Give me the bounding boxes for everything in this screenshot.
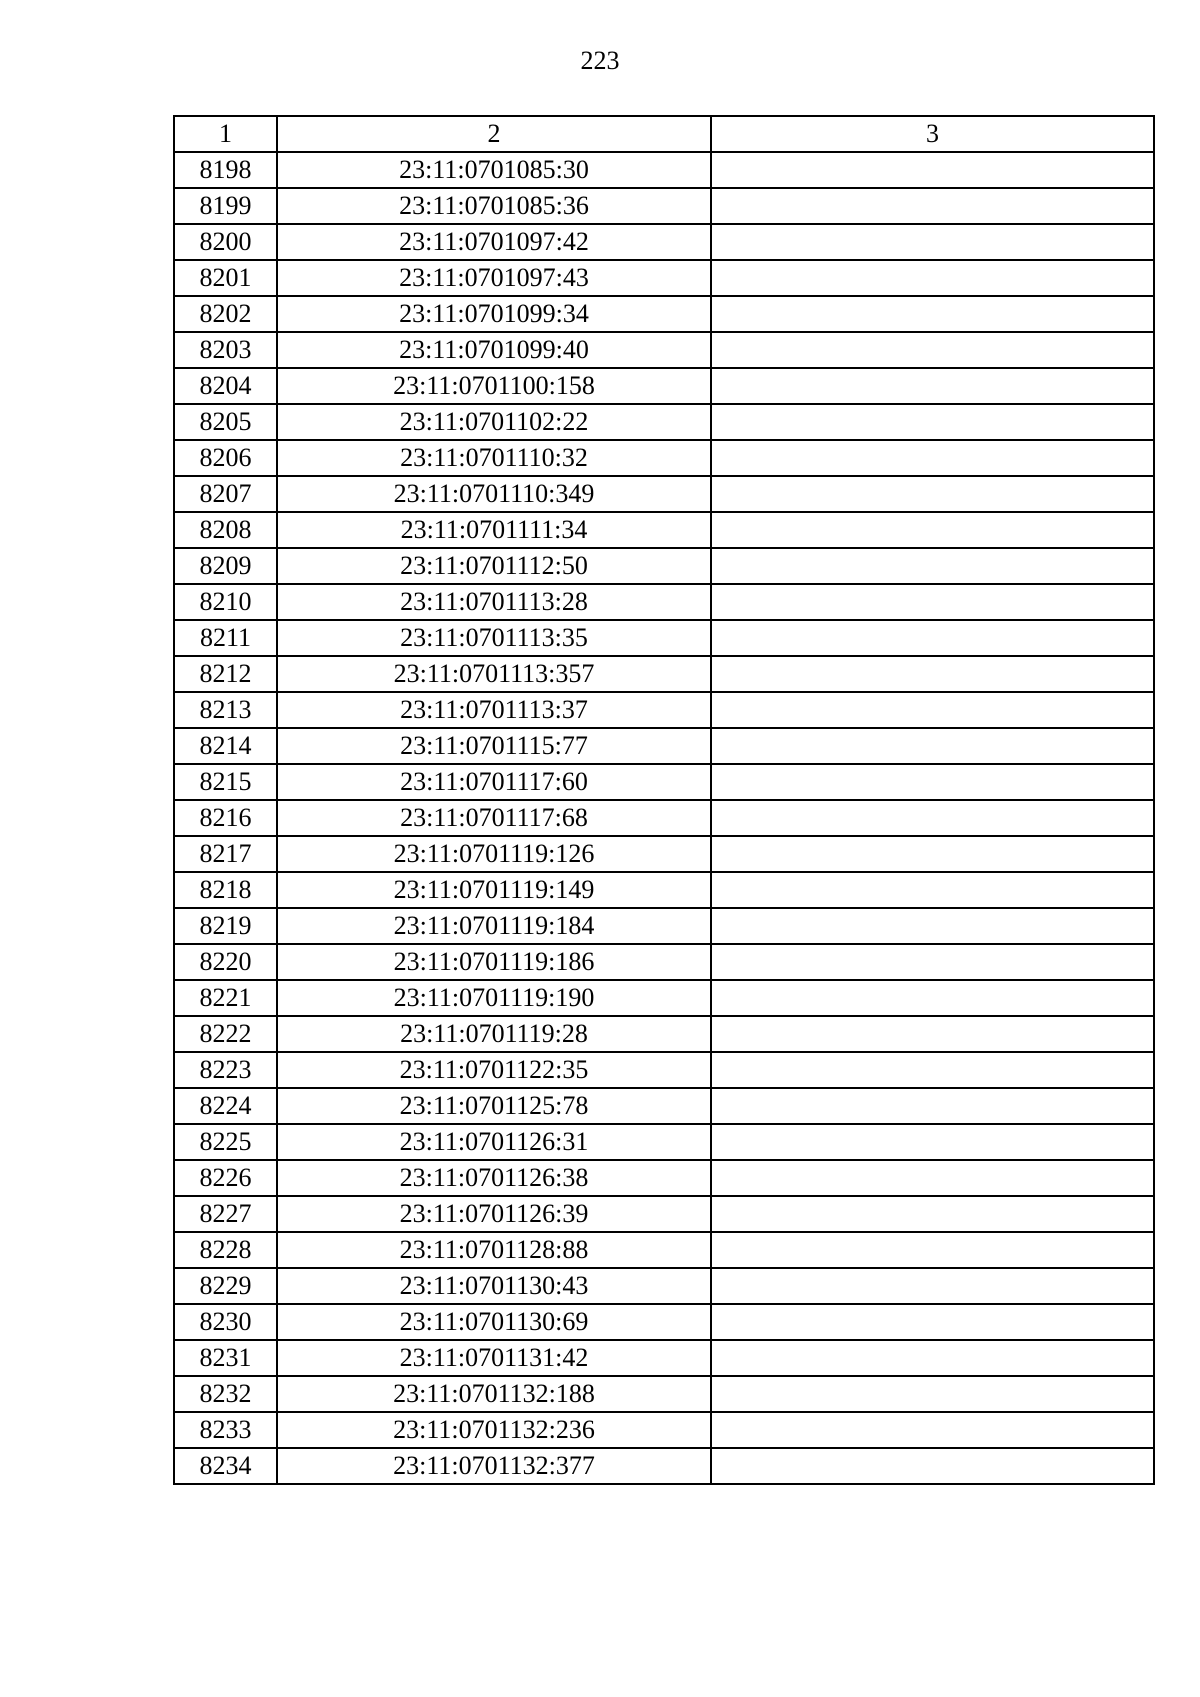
note-cell (711, 260, 1154, 296)
cadastral-number-cell: 23:11:0701113:35 (277, 620, 711, 656)
note-cell (711, 332, 1154, 368)
cadastral-number-cell: 23:11:0701128:88 (277, 1232, 711, 1268)
row-number-cell: 8223 (174, 1052, 277, 1088)
cadastral-number-cell: 23:11:0701122:35 (277, 1052, 711, 1088)
note-cell (711, 512, 1154, 548)
note-cell (711, 152, 1154, 188)
row-number-cell: 8212 (174, 656, 277, 692)
cadastral-number-cell: 23:11:0701099:34 (277, 296, 711, 332)
cadastral-number-cell: 23:11:0701132:188 (277, 1376, 711, 1412)
row-number-cell: 8226 (174, 1160, 277, 1196)
cadastral-number-cell: 23:11:0701119:186 (277, 944, 711, 980)
note-cell (711, 224, 1154, 260)
row-number-cell: 8231 (174, 1340, 277, 1376)
row-number-cell: 8229 (174, 1268, 277, 1304)
row-number-cell: 8198 (174, 152, 277, 188)
cadastral-number-cell: 23:11:0701085:36 (277, 188, 711, 224)
cadastral-number-cell: 23:11:0701115:77 (277, 728, 711, 764)
table-row (174, 1232, 1154, 1268)
table-row (174, 1160, 1154, 1196)
header-row (174, 116, 1154, 152)
row-number-cell: 8211 (174, 620, 277, 656)
table-header (174, 116, 1154, 152)
row-number-cell: 8208 (174, 512, 277, 548)
table-row (174, 1412, 1154, 1448)
row-number-cell: 8215 (174, 764, 277, 800)
table-row (174, 872, 1154, 908)
row-number-cell: 8227 (174, 1196, 277, 1232)
column-header-1: 1 (174, 116, 277, 152)
table-row (174, 224, 1154, 260)
note-cell (711, 728, 1154, 764)
cadastral-number-cell: 23:11:0701132:236 (277, 1412, 711, 1448)
note-cell (711, 872, 1154, 908)
table-row (174, 1088, 1154, 1124)
row-number-cell: 8219 (174, 908, 277, 944)
note-cell (711, 296, 1154, 332)
cadastral-number-cell: 23:11:0701110:349 (277, 476, 711, 512)
row-number-cell: 8222 (174, 1016, 277, 1052)
table-row (174, 440, 1154, 476)
table-row (174, 1448, 1154, 1484)
note-cell (711, 476, 1154, 512)
note-cell (711, 656, 1154, 692)
row-number-cell: 8218 (174, 872, 277, 908)
row-number-cell: 8224 (174, 1088, 277, 1124)
table-row (174, 296, 1154, 332)
row-number-cell: 8206 (174, 440, 277, 476)
page-number: 223 (580, 46, 620, 75)
row-number-cell: 8203 (174, 332, 277, 368)
cadastral-number-cell: 23:11:0701119:126 (277, 836, 711, 872)
row-number-cell: 8209 (174, 548, 277, 584)
table-row (174, 152, 1154, 188)
table-row (174, 980, 1154, 1016)
table-row (174, 476, 1154, 512)
row-number-cell: 8228 (174, 1232, 277, 1268)
table-row (174, 1124, 1154, 1160)
table-row (174, 1340, 1154, 1376)
row-number-cell: 8216 (174, 800, 277, 836)
cadastral-number-cell: 23:11:0701097:43 (277, 260, 711, 296)
note-cell (711, 1232, 1154, 1268)
row-number-cell: 8214 (174, 728, 277, 764)
row-number-cell: 8221 (174, 980, 277, 1016)
note-cell (711, 1088, 1154, 1124)
note-cell (711, 944, 1154, 980)
table-body (174, 152, 1154, 1484)
cadastral-number-cell: 23:11:0701113:28 (277, 584, 711, 620)
row-number-cell: 8201 (174, 260, 277, 296)
cadastral-number-cell: 23:11:0701110:32 (277, 440, 711, 476)
note-cell (711, 404, 1154, 440)
note-cell (711, 908, 1154, 944)
row-number-cell: 8217 (174, 836, 277, 872)
cadastral-number-cell: 23:11:0701100:158 (277, 368, 711, 404)
note-cell (711, 1268, 1154, 1304)
cadastral-number-cell: 23:11:0701111:34 (277, 512, 711, 548)
column-header-2: 2 (277, 116, 711, 152)
table-row (174, 944, 1154, 980)
cadastral-number-cell: 23:11:0701126:39 (277, 1196, 711, 1232)
row-number-cell: 8207 (174, 476, 277, 512)
cadastral-number-cell: 23:11:0701119:28 (277, 1016, 711, 1052)
column-header-3: 3 (711, 116, 1154, 152)
row-number-cell: 8205 (174, 404, 277, 440)
row-number-cell: 8220 (174, 944, 277, 980)
cadastral-number-cell: 23:11:0701113:37 (277, 692, 711, 728)
table-row (174, 908, 1154, 944)
table-row (174, 404, 1154, 440)
cadastral-number-cell: 23:11:0701102:22 (277, 404, 711, 440)
table-row (174, 656, 1154, 692)
cadastral-number-cell: 23:11:0701117:60 (277, 764, 711, 800)
cadastral-number-cell: 23:11:0701119:149 (277, 872, 711, 908)
note-cell (711, 1160, 1154, 1196)
cadastral-number-cell: 23:11:0701119:184 (277, 908, 711, 944)
note-cell (711, 800, 1154, 836)
table-row (174, 800, 1154, 836)
note-cell (711, 1196, 1154, 1232)
note-cell (711, 1376, 1154, 1412)
cadastral-number-cell: 23:11:0701131:42 (277, 1340, 711, 1376)
table-row (174, 188, 1154, 224)
note-cell (711, 1412, 1154, 1448)
cadastral-number-cell: 23:11:0701112:50 (277, 548, 711, 584)
table-row (174, 692, 1154, 728)
cadastral-number-cell: 23:11:0701113:357 (277, 656, 711, 692)
row-number-cell: 8210 (174, 584, 277, 620)
table-row (174, 728, 1154, 764)
table-row (174, 620, 1154, 656)
cadastral-number-cell: 23:11:0701117:68 (277, 800, 711, 836)
table-row (174, 260, 1154, 296)
cadastral-number-cell: 23:11:0701130:69 (277, 1304, 711, 1340)
table-row (174, 1304, 1154, 1340)
note-cell (711, 692, 1154, 728)
row-number-cell: 8202 (174, 296, 277, 332)
note-cell (711, 1052, 1154, 1088)
note-cell (711, 620, 1154, 656)
note-cell (711, 980, 1154, 1016)
table-row (174, 584, 1154, 620)
cadastral-number-cell: 23:11:0701099:40 (277, 332, 711, 368)
note-cell (711, 1016, 1154, 1052)
table-row (174, 512, 1154, 548)
note-cell (711, 1304, 1154, 1340)
table-row (174, 1376, 1154, 1412)
table-row (174, 836, 1154, 872)
table-row (174, 1016, 1154, 1052)
cadastral-number-cell: 23:11:0701130:43 (277, 1268, 711, 1304)
registry-table (173, 115, 1155, 1485)
row-number-cell: 8225 (174, 1124, 277, 1160)
cadastral-number-cell: 23:11:0701126:31 (277, 1124, 711, 1160)
row-number-cell: 8204 (174, 368, 277, 404)
cadastral-number-cell: 23:11:0701119:190 (277, 980, 711, 1016)
note-cell (711, 836, 1154, 872)
note-cell (711, 1124, 1154, 1160)
row-number-cell: 8234 (174, 1448, 277, 1484)
table-row (174, 764, 1154, 800)
table-row (174, 1052, 1154, 1088)
cadastral-number-cell: 23:11:0701132:377 (277, 1448, 711, 1484)
cadastral-number-cell: 23:11:0701085:30 (277, 152, 711, 188)
note-cell (711, 548, 1154, 584)
row-number-cell: 8200 (174, 224, 277, 260)
table-row (174, 1268, 1154, 1304)
cadastral-number-cell: 23:11:0701125:78 (277, 1088, 711, 1124)
table-row (174, 368, 1154, 404)
note-cell (711, 368, 1154, 404)
row-number-cell: 8199 (174, 188, 277, 224)
note-cell (711, 1340, 1154, 1376)
note-cell (711, 188, 1154, 224)
note-cell (711, 440, 1154, 476)
note-cell (711, 584, 1154, 620)
row-number-cell: 8232 (174, 1376, 277, 1412)
row-number-cell: 8233 (174, 1412, 277, 1448)
cadastral-number-cell: 23:11:0701126:38 (277, 1160, 711, 1196)
cadastral-number-cell: 23:11:0701097:42 (277, 224, 711, 260)
table-row (174, 332, 1154, 368)
row-number-cell: 8230 (174, 1304, 277, 1340)
note-cell (711, 1448, 1154, 1484)
row-number-cell: 8213 (174, 692, 277, 728)
table-row (174, 548, 1154, 584)
note-cell (711, 764, 1154, 800)
table-row (174, 1196, 1154, 1232)
